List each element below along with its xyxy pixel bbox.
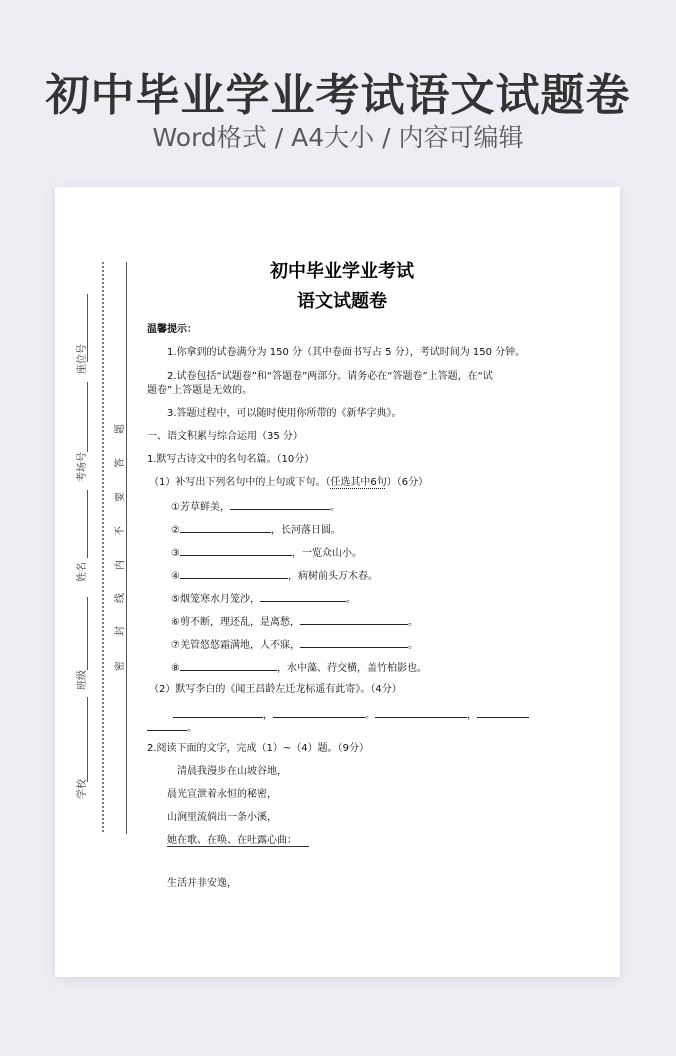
item-text: ③ bbox=[171, 548, 180, 559]
item-text: 。 bbox=[345, 594, 356, 605]
fill-item-7 bbox=[171, 637, 418, 652]
poem-blanks-row bbox=[173, 707, 529, 722]
seal-char: 不 bbox=[115, 526, 126, 536]
poem-line: 晨光宣泄着永恒的秘密， bbox=[167, 789, 277, 800]
dotted-cut-line bbox=[102, 262, 104, 832]
item-text: ，病树前头万木春。 bbox=[287, 571, 378, 582]
school-label: 学校 bbox=[77, 779, 88, 799]
question-1: 1.默写古诗文中的名句名篇。（10分） bbox=[147, 454, 315, 465]
item-text: ② bbox=[171, 525, 180, 536]
answer-blank[interactable] bbox=[260, 591, 346, 602]
item-text: 。 bbox=[329, 502, 340, 513]
fill-item-6 bbox=[171, 614, 418, 629]
item-text: ④ bbox=[171, 571, 180, 582]
answer-blank[interactable] bbox=[180, 660, 277, 671]
doc-title-line1: 初中毕业学业考试 bbox=[270, 261, 414, 282]
poem-blanks-row-cont bbox=[147, 720, 197, 735]
poem-line: 她在歌、在唤、在吐露心曲： bbox=[167, 835, 309, 847]
item-text: ⑤烟笼寒水月笼沙， bbox=[171, 594, 260, 605]
banner-title: 初中毕业学业考试语文试题卷 bbox=[45, 70, 631, 121]
question-1-1 bbox=[149, 476, 428, 489]
notice-item: 2.试卷包括“试题卷”和“答题卷”两部分。请务必在“答题卷”上答题，在“试 bbox=[167, 371, 493, 382]
notice-item-cont: 题卷”上答题是无效的。 bbox=[147, 385, 253, 396]
exam-page bbox=[55, 187, 620, 977]
q1-1-suffix: ）（6分） bbox=[386, 477, 429, 488]
answer-blank[interactable] bbox=[375, 707, 467, 718]
punct: 。 bbox=[187, 723, 197, 734]
question-2: 2.阅读下面的文字，完成（1）~（4）题。（9分） bbox=[147, 743, 370, 754]
section-heading: 一、语文积累与综合运用（35 分） bbox=[147, 431, 303, 442]
q1-1-emphasis: 任选其中6句 bbox=[330, 477, 387, 488]
fill-item-4 bbox=[171, 568, 378, 583]
answer-blank[interactable] bbox=[273, 707, 365, 718]
question-1-2: （2）默写李白的《闻王昌龄左迁龙标遥有此寄》。（4分） bbox=[149, 684, 402, 695]
answer-blank[interactable] bbox=[300, 637, 408, 648]
item-text: ，一览众山小。 bbox=[291, 548, 362, 559]
answer-blank[interactable] bbox=[477, 707, 529, 718]
notice-item: 1.你拿到的试卷满分为 150 分（其中卷面书写占 5 分），考试时间为 150 分钟。 bbox=[167, 347, 526, 358]
notice-item: 3.答题过程中，可以随时使用你所带的《新华字典》。 bbox=[167, 408, 402, 419]
item-text: ①芳草鲜美， bbox=[171, 502, 230, 513]
fill-item-3 bbox=[171, 545, 362, 560]
answer-blank[interactable] bbox=[173, 707, 263, 718]
item-text: 。 bbox=[407, 640, 418, 651]
item-text: ⑦羌管悠悠霜满地，人不寐， bbox=[171, 640, 300, 651]
name-label: 姓名 bbox=[77, 562, 88, 582]
seat-number-label: 座位号 bbox=[77, 344, 88, 374]
answer-blank[interactable] bbox=[147, 720, 187, 731]
fill-item-2 bbox=[171, 522, 341, 537]
class-label: 班级 bbox=[77, 670, 88, 690]
seal-char: 线 bbox=[115, 593, 126, 603]
seal-line bbox=[126, 262, 127, 834]
item-text: ，长河落日圆。 bbox=[270, 525, 341, 536]
fill-item-1 bbox=[171, 499, 340, 514]
poem-line-underlined bbox=[167, 834, 309, 847]
seal-char: 题 bbox=[115, 424, 126, 434]
answer-blank[interactable] bbox=[230, 499, 330, 510]
seal-char: 内 bbox=[115, 560, 126, 570]
banner-subtitle: Word格式 / A4大小 / 内容可编辑 bbox=[152, 123, 524, 152]
seal-char: 封 bbox=[115, 626, 126, 636]
seal-char: 要 bbox=[115, 492, 126, 502]
poem-line: 清晨我漫步在山坡谷地， bbox=[177, 766, 287, 777]
q1-1-prefix: （1）补写出下列名句中的上句或下句。（ bbox=[149, 477, 331, 488]
punct: ， bbox=[263, 710, 273, 721]
answer-blank[interactable] bbox=[180, 522, 271, 533]
doc-title-line2: 语文试题卷 bbox=[297, 291, 387, 312]
poem-line: 生活并非安逸， bbox=[167, 878, 237, 889]
exam-room-label: 考场号 bbox=[77, 452, 88, 482]
punct: 。 bbox=[365, 710, 375, 721]
answer-blank[interactable] bbox=[180, 568, 288, 579]
seal-char: 密 bbox=[115, 661, 126, 671]
item-text: ，水中藻、荇交横，盖竹柏影也。 bbox=[276, 663, 427, 674]
answer-blank[interactable] bbox=[180, 545, 292, 556]
item-text: ⑥剪不断，理还乱，是离愁， bbox=[171, 617, 300, 628]
fill-item-5 bbox=[171, 591, 356, 606]
poem-line: 山涧里流倘出一条小溪， bbox=[167, 812, 277, 823]
punct: ， bbox=[467, 710, 477, 721]
item-text: 。 bbox=[407, 617, 418, 628]
fill-item-8 bbox=[171, 660, 427, 675]
notice-heading: 温馨提示： bbox=[147, 324, 197, 335]
answer-blank[interactable] bbox=[300, 614, 408, 625]
seal-char: 答 bbox=[115, 458, 126, 468]
item-text: ⑧ bbox=[171, 663, 180, 674]
